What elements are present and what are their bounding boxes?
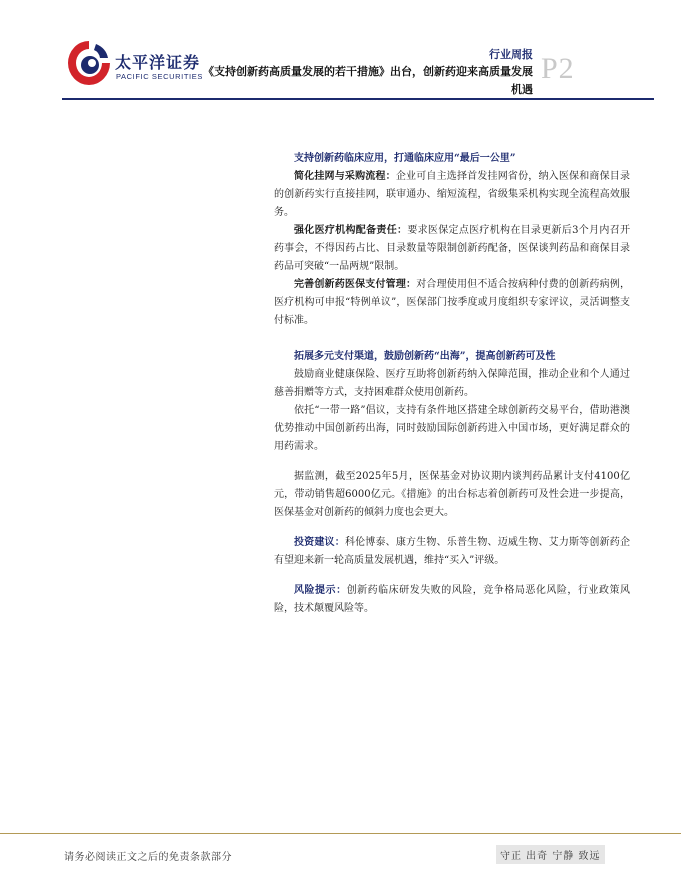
- item-paragraph: [274, 168, 630, 222]
- risk-title: 风险提示：: [294, 585, 347, 596]
- item-text: 要求医保定点医疗机构在目录更新后3个月内召开药事会，不得因药占比、目录数量等限制创新药配备，医保谈判药品和商保目录药品可突破“一品两规”限制。: [274, 225, 630, 272]
- item-text: 对合理使用但不适合按病种付费的创新药病例，医疗机构可申报“特例单议”，医保部门按季度或月度组织专家评议，灵活调整支付标准。: [274, 279, 630, 326]
- footer-rule: [0, 833, 681, 834]
- company-logo: [66, 38, 201, 88]
- pacific-securities-logo-icon: [66, 38, 112, 88]
- item-paragraph: [274, 222, 630, 276]
- body-paragraph: 依托“一带一路”倡议，支持有条件地区搭建全球创新药交易平台，借助港澳优势推动中国创新药出海，同时鼓励国际创新药进入中国市场，更好满足群众的用药需求。: [274, 405, 630, 452]
- logo-english-name: PACIFIC SECURITIES: [116, 72, 203, 81]
- section-heading-clinical: 支持创新药临床应用，打通临床应用“最后一公里”: [294, 153, 516, 164]
- header-rule: [62, 98, 654, 100]
- document-title: 《支持创新药高质量发展的若干措施》出台，创新药迎来高质量发展机遇: [203, 65, 533, 96]
- investment-title: 投资建议：: [294, 537, 345, 548]
- item-title: 完善创新药医保支付管理：: [294, 279, 417, 290]
- investment-advice: [274, 534, 630, 570]
- risk-text: 创新药临床研发失败的风险，竞争格局恶化风险，行业政策风险，技术颠覆风险等。: [274, 585, 631, 614]
- monitoring-paragraph: 据监测，截至2025年5月，医保基金对协议期内谈判药品累计支付4100亿元，带动销售超6000亿元。《措施》的出台标志着创新药可及性会进一步提高，医保基金对创新药的倾斜力度也会更大。: [274, 471, 630, 518]
- report-body: [274, 150, 630, 618]
- page-number: P2: [541, 52, 575, 85]
- section-heading-payment: 拓展多元支付渠道，鼓励创新药“出海”，提高创新药可及性: [294, 351, 556, 362]
- logo-chinese-name: 太平洋证券: [115, 53, 201, 72]
- item-title: 简化挂网与采购流程：: [294, 171, 396, 182]
- footer-disclaimer: 请务必阅读正文之后的免责条款部分: [64, 852, 232, 863]
- item-title: 强化医疗机构配备责任：: [294, 225, 408, 236]
- footer-motto: 守正 出奇 宁静 致远: [496, 845, 605, 864]
- body-paragraph: 鼓励商业健康保险、医疗互助将创新药纳入保障范围，推动企业和个人通过慈善捐赠等方式，支持困难群众使用创新药。: [274, 369, 630, 398]
- item-text: 企业可自主选择首发挂网省份，纳入医保和商保目录的创新药实行直接挂网，联审通办、缩短流程，省级集采机构实现全流程高效服务。: [274, 171, 630, 218]
- investment-text: 科伦博泰、康方生物、乐普生物、迈威生物、艾力斯等创新药企有望迎来新一轮高质量发展机遇，维持“买入”评级。: [274, 537, 630, 566]
- report-type: 行业周报: [489, 48, 533, 61]
- risk-warning: [274, 582, 630, 618]
- item-paragraph: [274, 276, 630, 330]
